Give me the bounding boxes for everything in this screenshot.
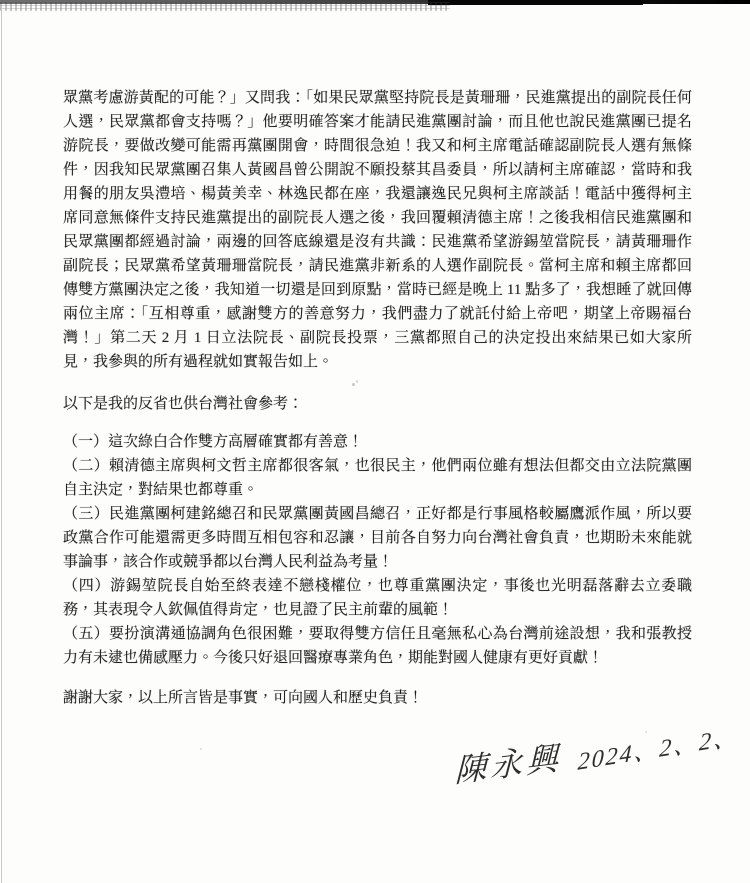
scan-left-edge-line bbox=[1, 8, 2, 883]
reflection-list bbox=[63, 430, 692, 670]
scan-top-edge-noise bbox=[0, 2, 450, 11]
reflection-item-2: （二）賴清德主席與柯文哲主席都很客氣，也很民主，他們兩位雖有想法但都交由立法院黨團自主決定，對結果也都尊重。 bbox=[63, 458, 692, 498]
document-body bbox=[63, 86, 692, 710]
signature-handwritten-name: 陳永興 bbox=[454, 739, 563, 790]
reflection-item-1: （一）這次綠白合作雙方高層確實都有善意！ bbox=[63, 434, 364, 450]
signature-block bbox=[452, 712, 740, 792]
paragraph-reflection-intro: 以下是我的反省也供台灣社會參考： bbox=[63, 396, 304, 412]
scan-speckle bbox=[200, 748, 202, 750]
paragraph-closing: 謝謝大家，以上所言皆是事實，可向國人和歷史負責！ bbox=[63, 690, 424, 706]
reflection-item-5: （五）要扮演溝通協調角色很困難，要取得雙方信任且毫無私心為台灣前途設想，我和張教授力有未逮也備感壓力。今後只好退回醫療專業角色，期能對國人健康有更好貢獻！ bbox=[63, 626, 692, 666]
paragraph-negotiation-account: 眾黨考慮游黃配的可能？」又問我：「如果民眾黨堅持院長是黃珊珊，民進黨提出的副院長任何人選，民眾黨都會支持嗎？」他要明確答案才能請民進黨團討論，而且他也說民進黨團已提名游院長，要做改變可能需再黨團開會，時間很急迫！我又和柯主席電話確認副院長人選有無條件，因我知民眾黨團召集人黃國昌曾公開說不願投蔡其昌委員，所以請柯主席確認，當時和我用餐的朋友吳澧培、楊黃美幸、林逸民都在座，我還讓逸民兄與柯主席談話！電話中獲得柯主席同意無條件支持民進黨提出的副院長人選之後，我回覆賴清德主席！之後我相信民進黨團和民眾黨團都經過討論，兩邊的回答底線還是沒有共識：民進黨希望游錫堃當院長，請黃珊珊作副院長；民眾黨希望黃珊珊當院長，請民進黨非新系的人選作副院長。當柯主席和賴主席都回傳雙方黨團決定之後，我知道一切還是回到原點，當時已經是晚上 11 點多了，我想睡了就回傳兩位主席：「互相尊重，感謝雙方的善意努力，我們盡力了就託付給上帝吧，期望上帝賜福台灣！」第二天 2 月 1 日立法院長、副院長投票，三黨都照自己的決定投出來結果已如大家所見，我參與的所有過程就如實報告如上。 bbox=[63, 90, 692, 370]
scan-top-edge-dark-blob bbox=[428, 0, 643, 5]
reflection-item-3: （三）民進黨團柯建銘總召和民眾黨團黃國昌總召，正好都是行事風格較屬鷹派作風，所以要政黨合作可能還需更多時間互相包容和忍讓，目前各自努力向台灣社會負責，也期盼未來能就事論事，該合作或競爭都以台灣人民利益為考量！ bbox=[63, 506, 692, 570]
signature-handwritten-date: 2024、2、2、 bbox=[577, 723, 740, 776]
reflection-item-4: （四）游錫堃院長自始至終表達不戀棧權位，也尊重黨團決定，事後也光明磊落辭去立委職務，其表現令人欽佩值得肯定，也見證了民主前輩的風範！ bbox=[63, 578, 692, 618]
